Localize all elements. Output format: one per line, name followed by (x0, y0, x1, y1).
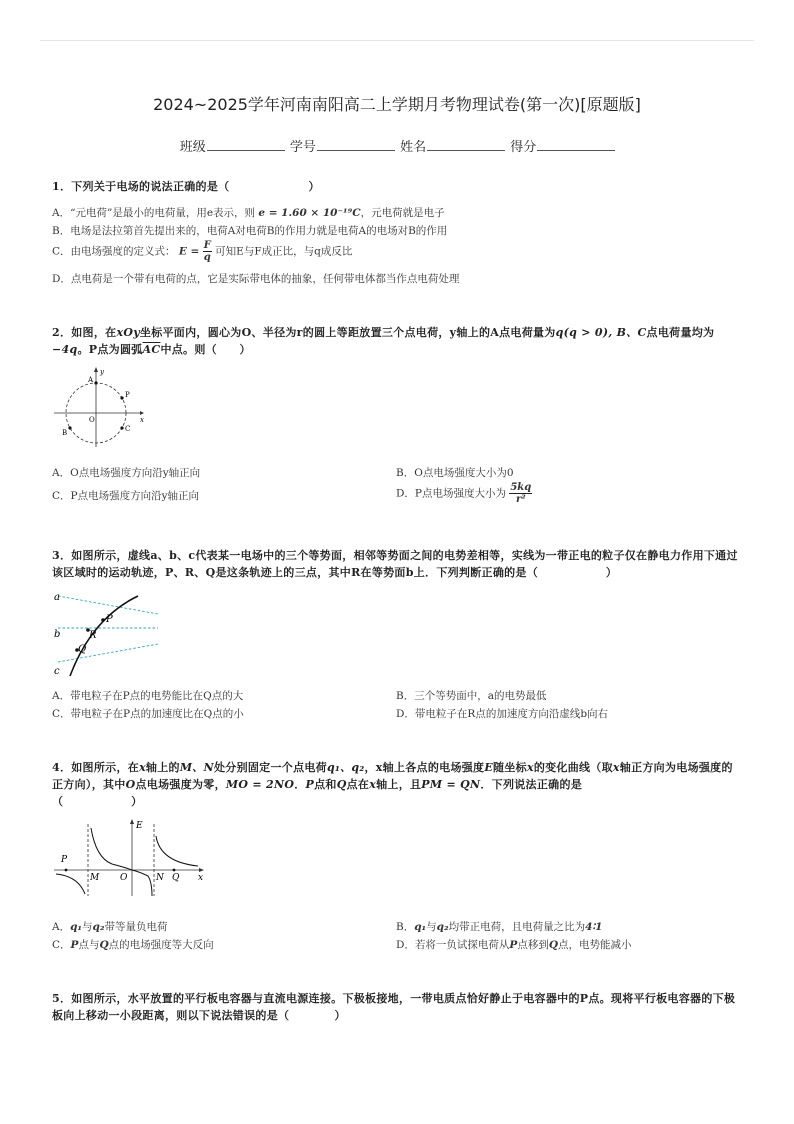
student-info-row (0, 136, 794, 155)
page-title: 2024~2025学年河南南阳高二上学期月考物理试卷(第一次)[原题版] (153, 95, 641, 114)
q4-option-a (52, 919, 168, 934)
q4-stem-part: 4．如图所示，在 (52, 761, 140, 774)
q4-curve-left (56, 874, 85, 894)
q4-opt-part: 点，电势能减小 (557, 939, 632, 951)
q1-option-c-fraction (203, 240, 212, 263)
q4-stem-math: x (612, 761, 620, 774)
q4-opt-part: 点与 (78, 939, 100, 951)
q2-option-d-fraction (509, 482, 532, 505)
q4-point-q (173, 869, 176, 872)
q2-stem-part: 。P点为圆弧 (77, 343, 143, 356)
q3-option-c: C．带电粒子在P点的加速度比在Q点的小 (52, 708, 244, 720)
q2-point-c (120, 426, 123, 429)
q4-opt-math: q₁ (70, 921, 83, 933)
q1-option-b: B．电场是法拉第首先提出来的，电荷A对电荷B的作用力就是电荷A的电场对B的作用 (52, 225, 448, 237)
q4-opt-part: A． (52, 921, 71, 933)
score-blank (537, 138, 615, 151)
q2-label-p: P (125, 391, 130, 399)
q4-x-arrow (199, 868, 204, 872)
q2-point-a (94, 381, 97, 384)
name-blank (427, 138, 505, 151)
q3-option-d: D．带电粒子在R点的加速度方向沿虚线b向右 (396, 708, 609, 720)
q4-label-p: P (61, 855, 68, 865)
q3-label-r: R (89, 630, 97, 641)
name-label: 姓名 (400, 140, 427, 155)
q1-option-c (52, 240, 352, 263)
q3-label-b: b (54, 629, 61, 640)
q1-option-c-e: E = (178, 245, 200, 258)
q4-stem-math: x (369, 778, 377, 791)
q3-equipotential-c (58, 644, 158, 662)
class-label: 班级 (179, 140, 206, 155)
q4-stem-math: P (305, 778, 315, 791)
q2-stem-part: 坐标平面内，圆心为O、半径为r的圆上等距放置三个点电荷，y轴上的A点电荷量为 (139, 326, 556, 339)
student-id-label: 学号 (289, 140, 316, 155)
q4-stem-math: O (125, 778, 136, 791)
q4-label-q: Q (172, 873, 180, 883)
score-label: 得分 (510, 140, 537, 155)
q4-opt-math: P (509, 939, 518, 951)
header-divider (40, 40, 754, 41)
q4-opt-part: D．若将一负试探电荷从 (396, 939, 510, 951)
q4-stem-part: 点电场强度为零， (135, 778, 226, 791)
q2-option-b: B．O点电场强度大小为0 (396, 467, 514, 479)
q2-label-a: A (88, 376, 94, 384)
q4-label-m: M (90, 873, 100, 883)
q4-stem-part: 随坐标 (493, 761, 527, 774)
q1-option-a (52, 205, 445, 220)
q4-option-b (396, 919, 602, 934)
q4-stem-paren: （ ） (52, 795, 143, 808)
q4-opt-part: 点移到 (517, 939, 549, 951)
q4-stem-math: M、N (179, 761, 214, 774)
q4-stem-math: Q (336, 778, 347, 791)
q4-label-o: O (120, 873, 128, 883)
q2-option-d (396, 482, 532, 505)
q4-stem-math: PM = QN (421, 778, 481, 791)
q4-opt-math: q₁ (414, 921, 427, 933)
q2-point-p (120, 396, 123, 399)
q4-opt-part: B． (396, 921, 415, 933)
q2-label-o: O (89, 416, 95, 424)
q2-label-x: x (140, 416, 144, 424)
q4-option-d (396, 937, 631, 952)
q1-frac-num: F (203, 240, 211, 251)
q3-label-c: c (54, 666, 60, 677)
q4-efield-figure (52, 818, 212, 898)
q2-point-b (68, 426, 71, 429)
q2-x-arrow (140, 411, 144, 415)
q1-option-a-pre: A．“元电荷”是最小的电荷量，用e表示，则 (52, 207, 256, 219)
q4-point-p (65, 869, 68, 872)
q4-stem-part: 轴正方向为电场强度的正方向），其中 (52, 761, 733, 791)
q4-opt-math: P (70, 939, 79, 951)
q4-label-x: x (198, 873, 204, 883)
q1-option-a-post: ，元电荷就是电子 (360, 207, 445, 219)
question-4-stem (52, 759, 742, 810)
q2-label-c: C (125, 425, 131, 433)
class-blank (207, 138, 285, 151)
q1-option-d: D．点电荷是一个带有电荷的点，它是实际带电体的抽象，任何带电体都当作点电荷处理 (52, 273, 460, 285)
q2-y-arrow (94, 367, 98, 372)
question-3-stem: 3．如图所示，虚线a、b、c代表某一电场中的三个等势面，相邻等势面之间的电势差相等，实线为一带正电的粒子仅在静电力作用下通过该区域时的运动轨迹，P、R、Q是这条轨迹上的三点，其中R在等势面b上．下列判断正确的是（ ） (52, 549, 738, 579)
q4-label-n: N (156, 873, 164, 883)
q3-trajectory-figure (52, 588, 162, 680)
q4-opt-part: 与 (82, 921, 93, 933)
student-id-blank (317, 138, 395, 151)
q3-label-p: P (106, 614, 113, 625)
q4-opt-math: Q (99, 939, 109, 951)
q2-frac-den: r² (515, 494, 526, 505)
q2-stem-part: 2．如图，在 (52, 326, 117, 339)
q2-label-b: B (62, 429, 68, 437)
q1-option-c-pre: C．由电场强度的定义式： (52, 245, 176, 258)
q3-option-b: B．三个等势面中，a的电势最低 (396, 690, 547, 702)
q2-stem-part: 中点。则（ ） (160, 343, 251, 356)
q2-option-a: A．O点电场强度方向沿y轴正向 (52, 467, 201, 479)
q4-curve-right (156, 836, 198, 866)
q3-label-a: a (54, 592, 60, 603)
q1-frac-den: q (203, 252, 211, 263)
q4-option-c (52, 937, 214, 952)
q3-label-q: Q (78, 644, 87, 655)
q4-opt-math: q₂ (436, 921, 449, 933)
q4-stem-part: 点在 (346, 778, 370, 791)
question-2-stem (52, 324, 742, 358)
q1-option-a-math: e = 1.60 × 10⁻¹⁹C (258, 207, 361, 219)
q4-stem-part: 处分别固定一个点电荷 (213, 761, 327, 774)
q4-opt-part: 均带正电荷，且电荷量之比为 (448, 921, 586, 933)
q4-stem-math: MO = 2NO (225, 778, 295, 791)
q4-stem-part: 轴上，且 (376, 778, 422, 791)
q2-frac-num: 5kq (510, 482, 532, 493)
q4-curve-middle (91, 828, 152, 896)
q4-stem-math: x (526, 761, 534, 774)
q4-opt-part: 与 (426, 921, 437, 933)
q2-stem-part: 点电荷量均为 (646, 326, 715, 339)
q2-stem-xoy: xOy (116, 326, 140, 339)
q4-stem-math: E (484, 761, 494, 774)
q4-opt-part: C． (52, 939, 71, 951)
q3-option-a: A．带电粒子在P点的电势能比在Q点的大 (52, 690, 244, 702)
q4-stem-part: ． (294, 778, 306, 791)
q3-trajectory (70, 596, 138, 676)
q2-option-d-pre: D．P点电场强度大小为 (396, 487, 506, 500)
q2-label-y: y (100, 368, 104, 376)
q3-point-p (101, 618, 105, 622)
q2-stem-q: q(q > 0), B、C (555, 326, 647, 339)
q2-circle-figure (52, 365, 147, 450)
q4-e-arrow (130, 819, 134, 824)
question-1-stem: 1．下列关于电场的说法正确的是（ ） (52, 180, 320, 193)
q2-stem-minus4q: −4q (52, 343, 78, 356)
q4-opt-part: 点的电场强度等大反向 (108, 939, 214, 951)
question-5-stem: 5．如图所示，水平放置的平行板电容器与直流电源连接。下极板接地，一带电质点恰好静止于电容器中的P点。现将平行板电容器的下极板向上移动一小段距离，则以下说法错误的是（ ） (52, 992, 736, 1022)
q4-stem-math: x (139, 761, 146, 774)
q3-equipotential-a (58, 596, 158, 614)
q4-stem-part: 的变化曲线（取 (533, 761, 613, 774)
q4-stem-part: ．下列说法正确的是 (480, 778, 583, 791)
q4-opt-math: 4∶1 (585, 921, 603, 933)
q4-opt-math: Q (548, 939, 558, 951)
q1-option-c-post: 可知E与F成正比，与q成反比 (215, 245, 353, 258)
q4-stem-part: 轴上的 (145, 761, 180, 774)
q2-stem-arc: $\overline{AC}$ (142, 343, 161, 356)
q4-stem-part: 点和 (314, 778, 337, 791)
q4-opt-part: 带等量负电荷 (104, 921, 168, 933)
q4-opt-math: q₂ (92, 921, 105, 933)
q2-option-c: C．P点电场强度方向沿y轴正向 (52, 490, 200, 502)
q4-stem-part: ，x轴上各点的电场强度 (364, 761, 485, 774)
q4-stem-math: q₁、q₂ (326, 761, 365, 774)
q4-label-e: E (136, 821, 143, 831)
